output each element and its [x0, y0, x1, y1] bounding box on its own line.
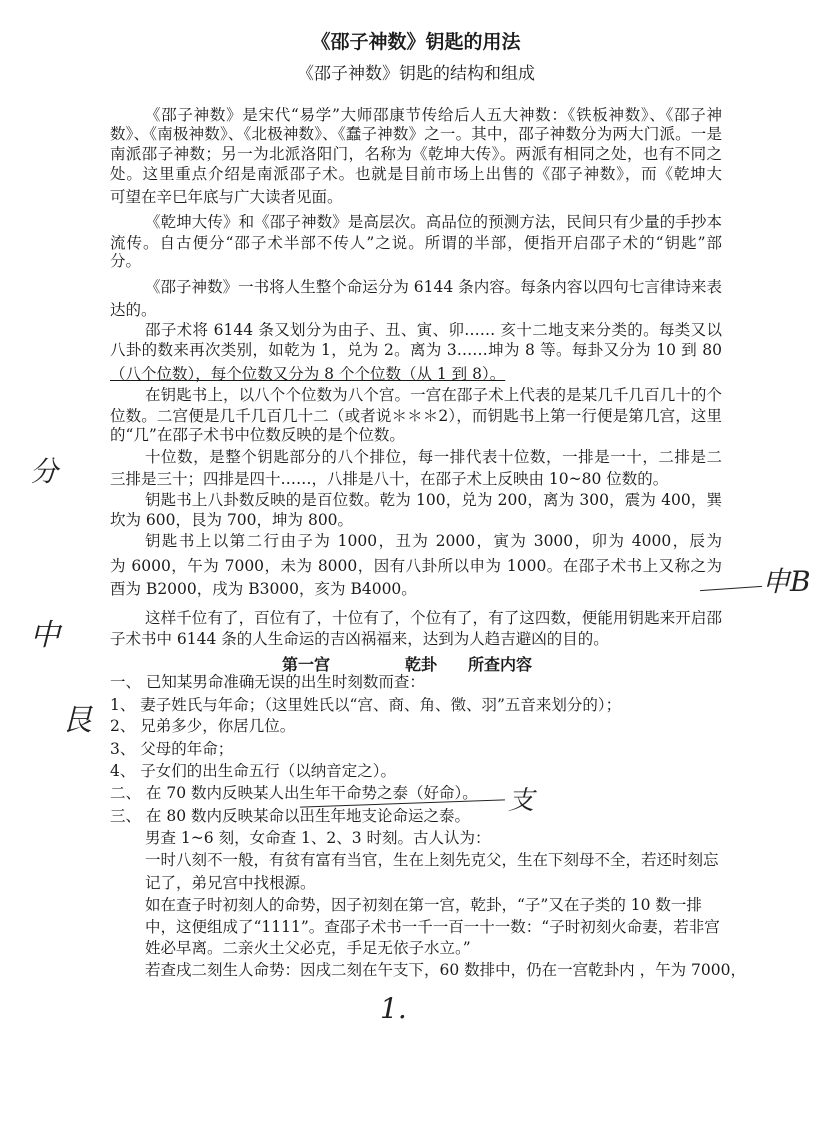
detail-line: 男查 1~6 刻，女命查 1、2、3 时刻。古人认为： [145, 829, 491, 847]
handwritten-note-zhong: 中 [30, 618, 60, 653]
handwritten-connector-line [700, 586, 762, 591]
handwritten-note-zhi: 支 [508, 786, 535, 816]
document-title: 《邵子神数》钥匙的用法 [311, 31, 521, 53]
detail-line: 姓必早离。二亲火土父必克，手足无依子水立。” [145, 939, 471, 957]
detail-line: 一时八刻不一般，有贫有富有当官，生在上刻先克父，生在下刻母不全，若还时刻忘 [145, 851, 719, 869]
paragraph-line: 分。 [110, 252, 142, 270]
paragraph-line: （八个位数），每个位数又分为 8 个个位数（从 1 到 8）。 [110, 365, 506, 383]
detail-line: 记了，弟兄宫中找根源。 [145, 874, 316, 892]
list-item: 4、 子女们的出生命五行（以纳音定之）。 [110, 762, 397, 780]
detail-line: 若查戌二刻生人命势：因戌二刻在午支下，60 数排中，仍在一宫乾卦内 ，午为 7000， [145, 961, 746, 979]
list-item: 二、 在 70 数内反映某人出生年干命势之泰（好命）。 [110, 784, 478, 802]
paragraph-line: 八卦的数来再次类别，如乾为 1，兑为 2。离为 3……坤为 8 等。每卦又分为 10 到 80 [110, 341, 722, 359]
page-number: 1. [380, 992, 407, 1025]
section-heading-palace: 第一宫 [282, 655, 331, 674]
list-item: 一、 已知某男命准确无误的出生时刻数而查： [110, 673, 425, 691]
paragraph-line: 的“几”在邵子术书中位数反映的是个位数。 [110, 426, 405, 444]
paragraph-line: 子术书中 6144 条的人生命运的吉凶祸福来，达到为人趋吉避凶的目的。 [110, 630, 609, 648]
paragraph-line: 钥匙书上八卦数反映的是百位数。乾为 100，兑为 200，离为 300，震为 400，巽 [145, 491, 722, 509]
paragraph-line: 酉为 B2000，戌为 B3000，亥为 B4000。 [110, 580, 417, 598]
paragraph-line: 《邵子神数》是宋代“易学”大师邵康节传给后人五大神数：《铁板神数》、《邵子神 [145, 106, 722, 124]
paragraph-line: 十位数，是整个钥匙部分的八个排位，每一排代表十位数，一排是一十，二排是二 [145, 448, 722, 466]
paragraph-line: 《邵子神数》一书将人生整个命运分为 6144 条内容。每条内容以四句七言律诗来表 [145, 278, 722, 296]
paragraph-line: 位数。二宫便是几千几百几十二（或者说＊＊＊2），而钥匙书上第一行便是第几宫，这里 [110, 407, 722, 425]
detail-line: 中，这便组成了“1111”。查邵子术书一千一百一十一数：“子时初刻火命妻，若非宫 [145, 918, 720, 936]
paragraph-line: 钥匙书上以第二行由子为 1000，丑为 2000，寅为 3000，卯为 4000，辰为 [145, 532, 722, 550]
section-heading-trigram: 乾卦 [405, 655, 438, 674]
paragraph-line: 这样千位有了，百位有了，十位有了，个位有了，有了这四数，便能用钥匙来开启邵 [145, 609, 722, 627]
handwritten-note-gen: 艮 [62, 703, 92, 738]
paragraph-line: 南派邵子神数；另一为北派洛阳门，名称为《乾坤大传》。两派有相同之处，也有不同之 [110, 145, 722, 163]
handwritten-note-shen-b: 申B [762, 565, 811, 598]
list-item: 3、 父母的年命； [110, 740, 234, 758]
document-subtitle: 《邵子神数》钥匙的结构和组成 [297, 64, 535, 84]
section-heading-content: 所查内容 [468, 655, 533, 674]
detail-line: 如在查子时初刻人的命势，因子初刻在第一宫，乾卦，“子”又在子类的 10 数一排 [145, 896, 702, 914]
list-item: 2、 兄弟多少，你居几位。 [110, 717, 296, 735]
paragraph-line: 邵子术将 6144 条又划分为由子、丑、寅、卯…… 亥十二地支来分类的。每类又以 [145, 321, 722, 339]
paragraph-line: 可望在辛巳年底与广大读者见面。 [110, 188, 343, 206]
paragraph-line: 坎为 600，艮为 700，坤为 800。 [110, 511, 354, 529]
paragraph-line: 在钥匙书上，以八个个位数为八个宫。一宫在邵子术上代表的是某几千几百几十的个 [145, 386, 722, 404]
list-item: 1、 妻子姓氏与年命；（这里姓氏以“宫、商、角、徵、羽”五音来划分的）； [110, 696, 622, 714]
paragraph-line: 三排是三十；四排是四十……，八排是八十，在邵子术上反映由 10~80 位数的。 [110, 470, 669, 488]
paragraph-line: 流传。自古便分“邵子术半部不传人”之说。所谓的半部，便指开启邵子术的“钥匙”部 [110, 234, 722, 252]
handwritten-note-fen: 分 [30, 455, 59, 488]
paragraph-line: 《乾坤大传》和《邵子神数》是高层次。高品位的预测方法，民间只有少量的手抄本 [145, 213, 722, 231]
paragraph-line: 达的。 [110, 301, 157, 319]
list-item: 三、 在 80 数内反映某命以出生年地支论命运之泰。 [110, 807, 471, 825]
paragraph-line: 数》、《南极神数》、《北极神数》、《蠢子神数》之一。其中，邵子神数分为两大门派。一是 [110, 125, 722, 143]
paragraph-line: 处。这里重点介绍是南派邵子术。也就是目前市场上出售的《邵子神数》，而《乾坤大 [110, 165, 722, 183]
paragraph-line: 为 6000，午为 7000，未为 8000，因有八卦所以申为 1000。在邵子术书上又称之为 [110, 557, 722, 575]
